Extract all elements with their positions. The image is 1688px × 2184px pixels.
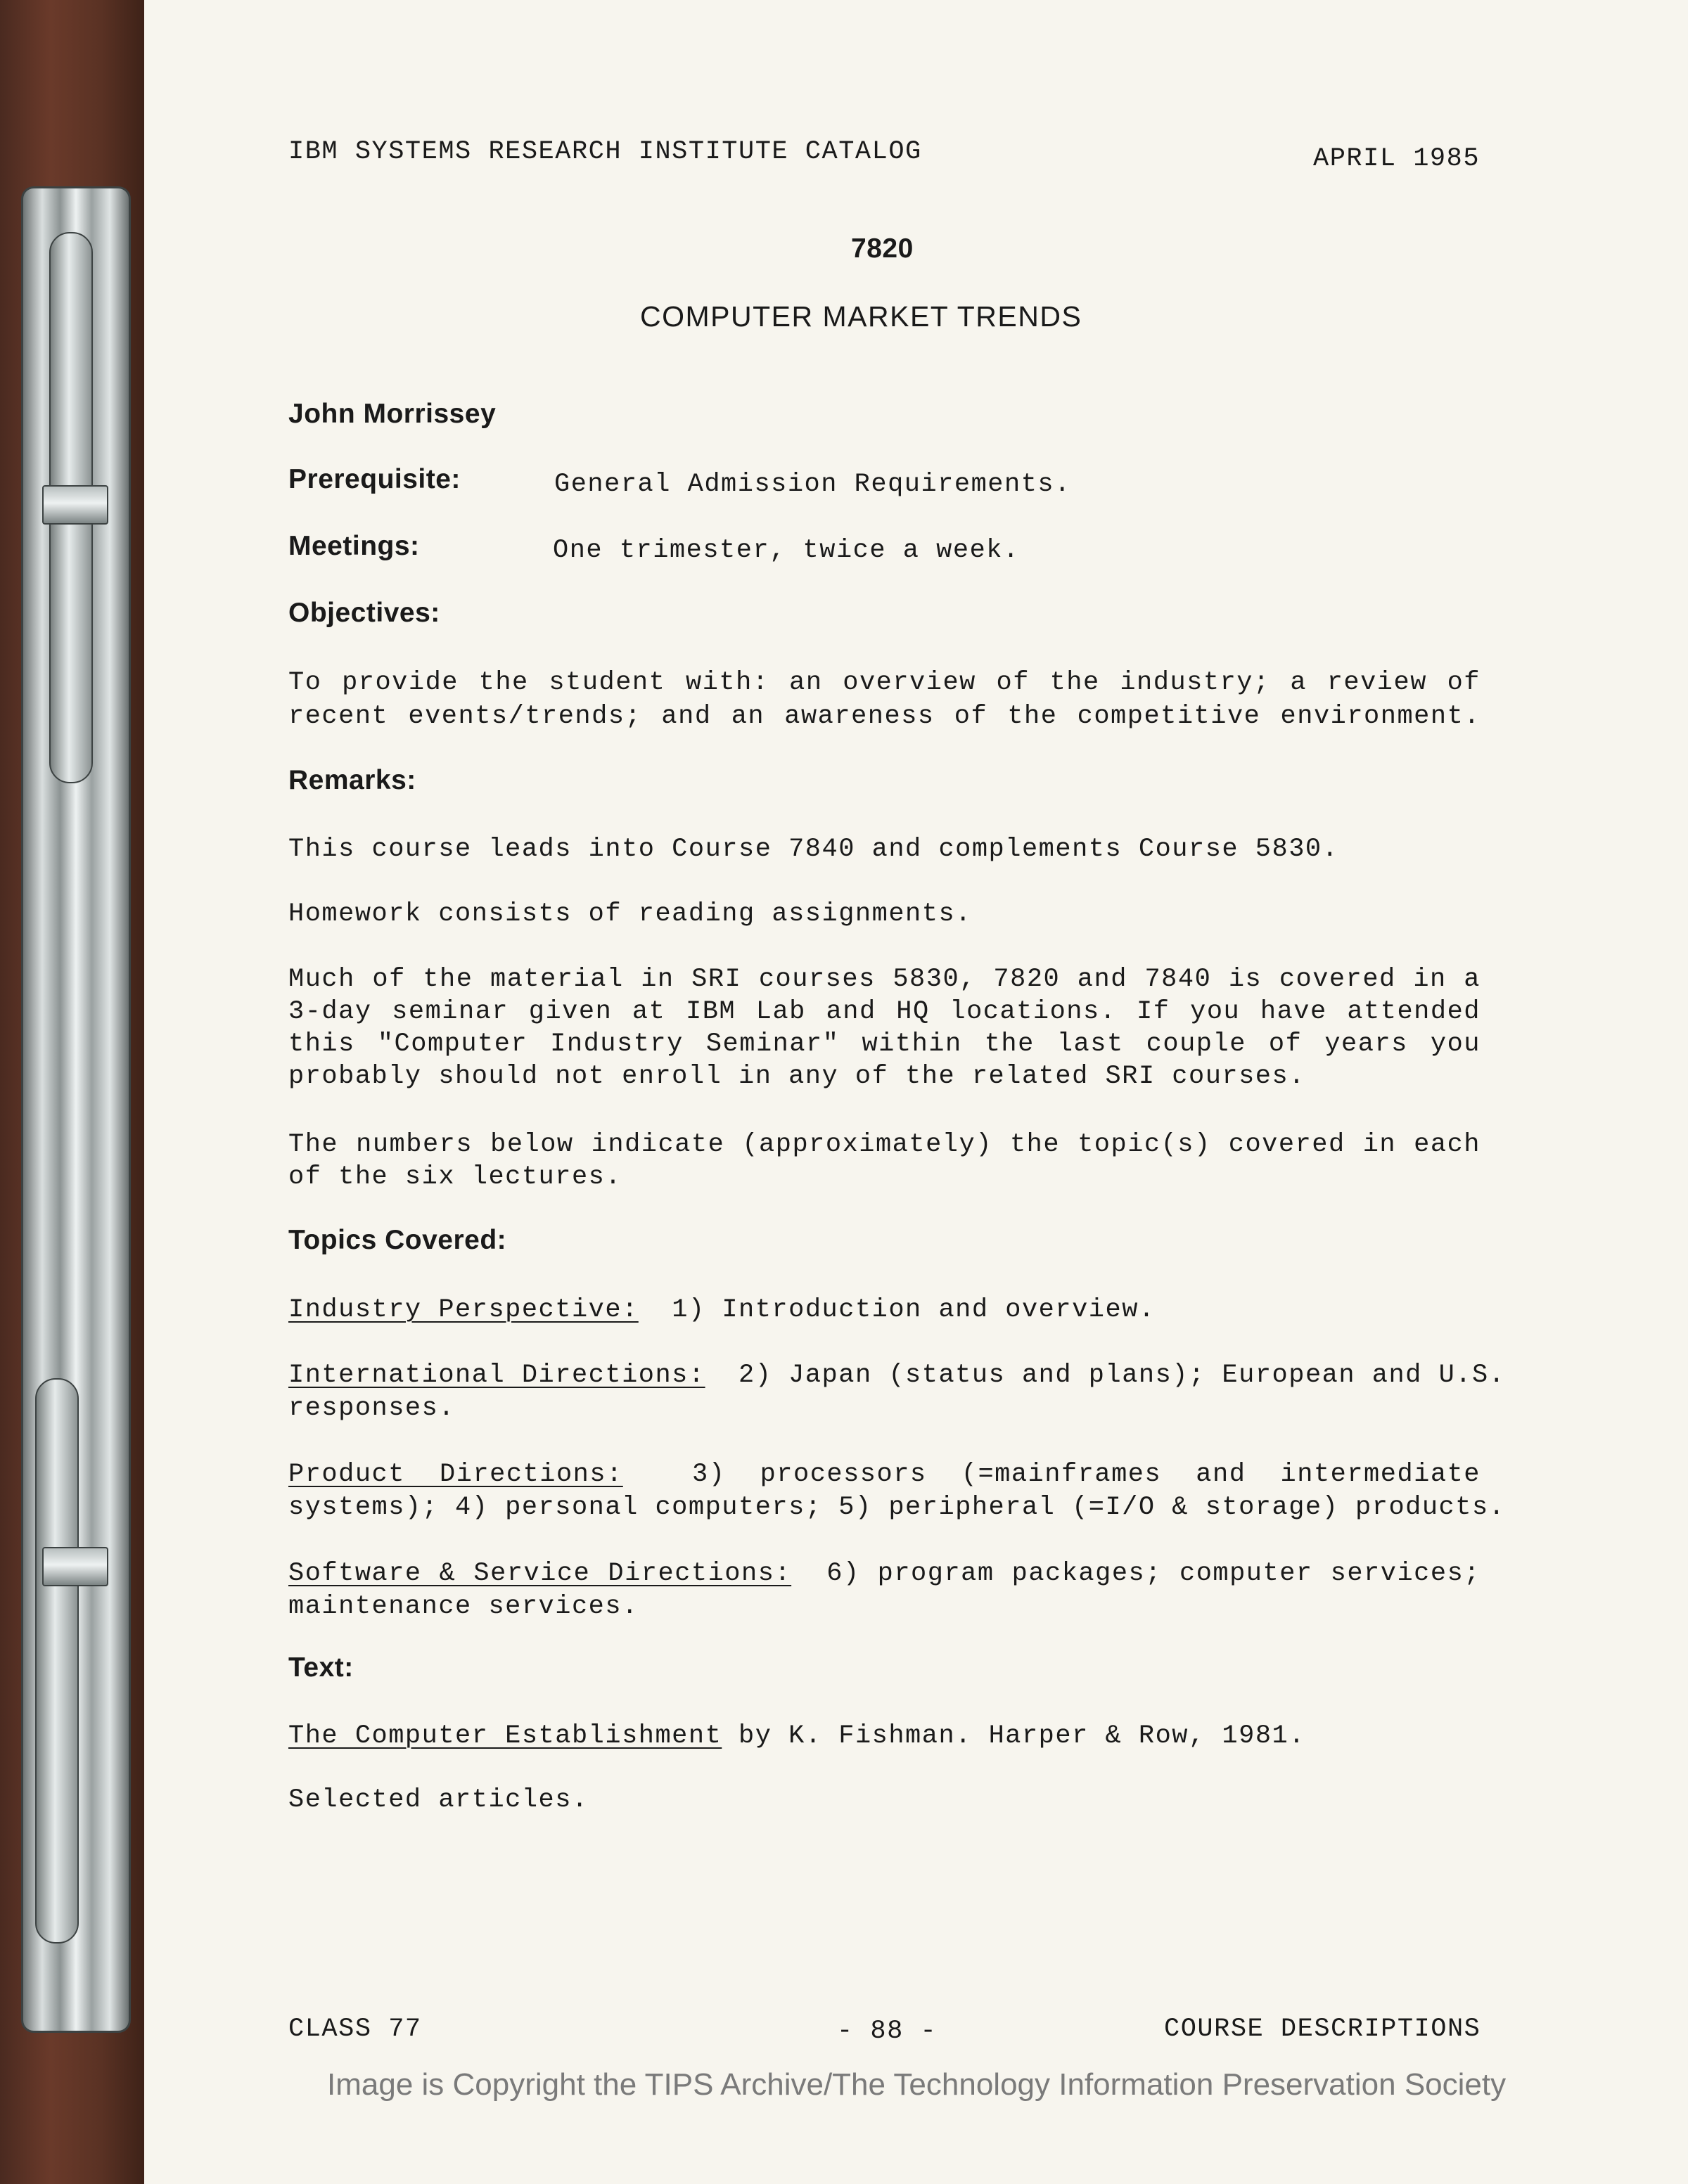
topic-industry-text: 1) Introduction and overview. xyxy=(672,1295,1156,1325)
prerequisite-value: General Admission Requirements. xyxy=(554,470,1071,499)
meetings-label: Meetings: xyxy=(288,531,420,561)
footer-page-number: - 88 - xyxy=(837,2017,938,2046)
objectives-line-1: To provide the student with: an overview of the industry; a review of xyxy=(288,668,1481,698)
text-book-details: by K. Fishman. Harper & Row, 1981. xyxy=(738,1721,1305,1751)
remarks-paragraph-3-line-4: probably should not enroll in any of the related SRI courses. xyxy=(288,1062,1305,1091)
footer-section: COURSE DESCRIPTIONS xyxy=(1164,2015,1481,2044)
binder-clip-lower xyxy=(42,1547,108,1586)
topic-international-text-2: responses. xyxy=(288,1394,456,1423)
objectives-line-2: recent events/trends; and an awareness of the competitive environment. xyxy=(288,702,1481,731)
topic-software xyxy=(288,1559,1481,1588)
course-title: COMPUTER MARKET TRENDS xyxy=(640,300,1082,333)
catalog-page xyxy=(144,0,1688,2184)
topic-product xyxy=(288,1460,1481,1489)
instructor-name: John Morrissey xyxy=(288,399,497,429)
footer-class: CLASS 77 xyxy=(288,2015,422,2044)
prerequisite-label: Prerequisite: xyxy=(288,464,461,494)
topic-software-text: 6) program packages; computer services; xyxy=(826,1559,1481,1588)
remarks-heading: Remarks: xyxy=(288,765,416,795)
header-date: APRIL 1985 xyxy=(1313,144,1481,174)
remarks-paragraph-3-line-3: this "Computer Industry Seminar" within the last couple of years you xyxy=(288,1029,1481,1059)
remarks-paragraph-4-line-1: The numbers below indicate (approximately) the topic(s) covered in each xyxy=(288,1130,1481,1160)
topic-international xyxy=(288,1361,1506,1390)
topic-international-label: International Directions: xyxy=(288,1361,705,1390)
topic-international-text: 2) Japan (status and plans); European and U.S. xyxy=(738,1361,1506,1390)
binder-clip-upper xyxy=(42,485,108,525)
topic-software-text-2: maintenance services. xyxy=(288,1592,639,1621)
text-book-title: The Computer Establishment xyxy=(288,1721,722,1751)
topics-heading: Topics Covered: xyxy=(288,1225,507,1255)
remarks-paragraph-3-line-1: Much of the material in SRI courses 5830, 7820 and 7840 is covered in a xyxy=(288,965,1481,994)
topic-product-label: Product Directions: xyxy=(288,1460,623,1489)
topic-industry xyxy=(288,1295,1156,1325)
meetings-value: One trimester, twice a week. xyxy=(553,536,1020,565)
header-catalog-title: IBM SYSTEMS RESEARCH INSTITUTE CATALOG xyxy=(288,137,922,167)
remarks-paragraph-2: Homework consists of reading assignments. xyxy=(288,899,972,929)
topic-industry-label: Industry Perspective: xyxy=(288,1295,639,1325)
topic-product-text-2: systems); 4) personal computers; 5) peripheral (=I/O & storage) products. xyxy=(288,1493,1506,1522)
remarks-paragraph-1: This course leads into Course 7840 and complements Course 5830. xyxy=(288,835,1339,864)
text-heading: Text: xyxy=(288,1652,354,1683)
remarks-paragraph-4-line-2: of the six lectures. xyxy=(288,1162,622,1192)
copyright-watermark: Image is Copyright the TIPS Archive/The Technology Information Preservation Society xyxy=(327,2067,1507,2102)
objectives-heading: Objectives: xyxy=(288,598,440,628)
text-selected-articles: Selected articles. xyxy=(288,1785,589,1815)
binder-arm-lower xyxy=(35,1378,79,1944)
topic-product-text: 3) processors (=mainframes and intermediate xyxy=(692,1460,1481,1489)
topic-software-label: Software & Service Directions: xyxy=(288,1559,792,1588)
text-book xyxy=(288,1721,1305,1751)
remarks-paragraph-3-line-2: 3-day seminar given at IBM Lab and HQ locations. If you have attended xyxy=(288,997,1481,1027)
course-number: 7820 xyxy=(851,233,914,264)
